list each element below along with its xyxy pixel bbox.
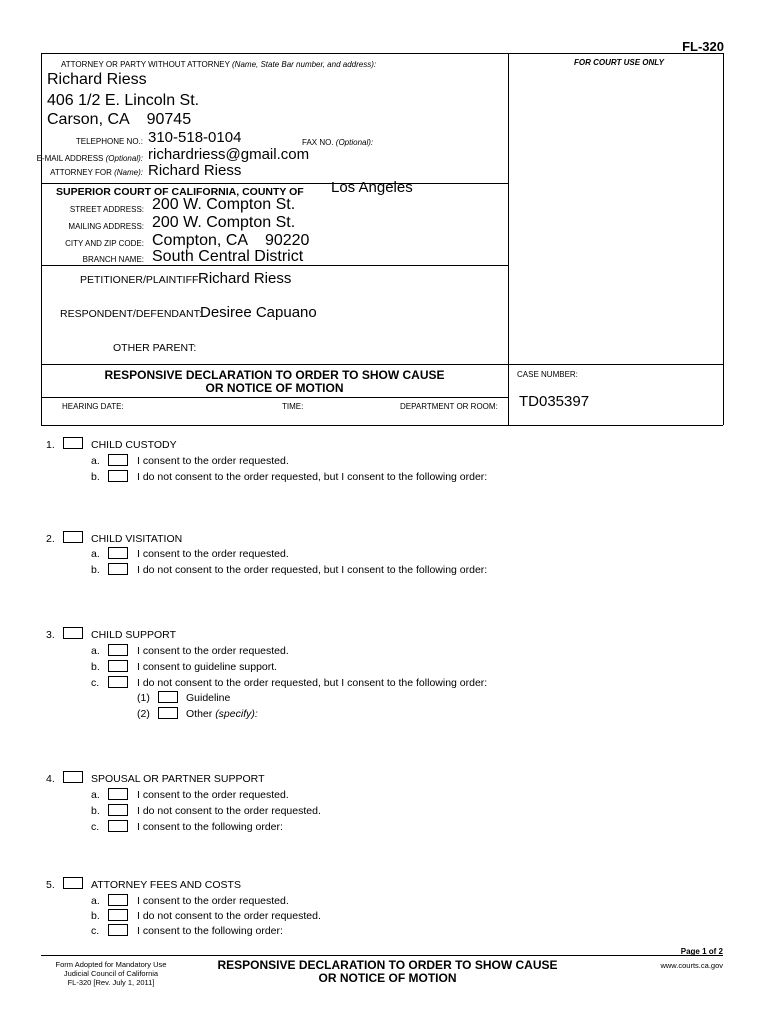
branch-label: BRANCH NAME: [82, 255, 144, 264]
court-use-divider [508, 53, 509, 425]
street-field[interactable]: 200 W. Compton St. [152, 196, 296, 213]
item-letter: b. [91, 471, 100, 483]
header-right-border [723, 53, 724, 425]
footer-rule [41, 955, 723, 956]
attorney-label-text: ATTORNEY OR PARTY WITHOUT ATTORNEY [61, 60, 230, 69]
address-line1[interactable]: 406 1/2 E. Lincoln St. [47, 92, 200, 109]
telephone-field[interactable]: 310-518-0104 [148, 129, 242, 146]
hearing-date-label: HEARING DATE: [62, 402, 124, 411]
attorney-label-note: (Name, State Bar number, and address): [232, 60, 377, 69]
hearing-box-bottom [41, 425, 723, 426]
section-title: SPOUSAL OR PARTNER SUPPORT [91, 773, 265, 785]
footer-adopted-line3: FL-320 [Rev. July 1, 2011] [67, 978, 155, 987]
section-checkbox[interactable] [63, 771, 83, 783]
item-checkbox[interactable] [108, 676, 128, 688]
section-number: 4. [46, 773, 55, 785]
item-text: I do not consent to the order requested. [137, 805, 321, 817]
item-letter: b. [91, 805, 100, 817]
section-checkbox[interactable] [63, 627, 83, 639]
form-id: FL-320 [682, 39, 724, 54]
item-letter: a. [91, 455, 100, 467]
item-text: I do not consent to the order requested. [137, 910, 321, 922]
city-label: CITY AND ZIP CODE: [65, 239, 144, 248]
email-label [20, 154, 143, 163]
item-checkbox[interactable] [108, 909, 128, 921]
item-text: I consent to the following order: [137, 925, 283, 937]
item-text: I consent to the order requested. [137, 548, 289, 560]
parties-box-bottom [41, 364, 723, 365]
item-checkbox[interactable] [108, 924, 128, 936]
item-text: I consent to guideline support. [137, 661, 278, 673]
attorney-box-bottom [41, 183, 508, 184]
item-text: I consent to the order requested. [137, 455, 289, 467]
fax-label-note: (Optional): [335, 138, 374, 147]
petitioner-field[interactable]: Richard Riess [198, 270, 292, 287]
fax-label-text: FAX NO. [302, 138, 334, 147]
attorney-for-label-note: (Name): [114, 168, 143, 177]
address-line2[interactable]: Carson, CA 90745 [47, 111, 192, 128]
email-label-text: E-MAIL ADDRESS [36, 154, 104, 163]
title-box-bottom [41, 397, 508, 398]
telephone-label: TELEPHONE NO.: [75, 137, 143, 146]
section-number: 1. [46, 439, 55, 451]
item-letter: c. [91, 677, 100, 689]
footer-website[interactable]: www.courts.ca.gov [660, 961, 723, 970]
item-letter: b. [91, 661, 100, 673]
email-label-note: (Optional): [105, 154, 143, 163]
section-title: ATTORNEY FEES AND COSTS [91, 879, 241, 891]
respondent-field[interactable]: Desiree Capuano [200, 304, 317, 321]
section-number: 2. [46, 533, 55, 545]
subitem-text-main: Other [186, 708, 213, 720]
attorney-for-field[interactable]: Richard Riess [148, 162, 242, 179]
footer-title-line1: RESPONSIVE DECLARATION TO ORDER TO SHOW CAUSE [217, 958, 558, 972]
footer-adopted-line2: Judicial Council of California [63, 969, 159, 978]
time-label: TIME: [282, 402, 304, 411]
email-field[interactable]: richardriess@gmail.com [148, 146, 310, 163]
form-title-line1: RESPONSIVE DECLARATION TO ORDER TO SHOW CAUSE [104, 368, 445, 382]
section-checkbox[interactable] [63, 437, 83, 449]
section-title: CHILD SUPPORT [91, 629, 176, 641]
dept-label: DEPARTMENT OR ROOM: [400, 402, 498, 411]
item-checkbox[interactable] [108, 894, 128, 906]
subitem-number: (1) [137, 692, 150, 704]
other-parent-label: OTHER PARENT: [113, 342, 197, 354]
section-checkbox[interactable] [63, 877, 83, 889]
respondent-label: RESPONDENT/DEFENDANT: [60, 308, 202, 320]
subitem-checkbox[interactable] [158, 707, 178, 719]
item-checkbox[interactable] [108, 804, 128, 816]
subitem-text [186, 708, 258, 720]
footer-adopted [41, 960, 181, 987]
subitem-checkbox[interactable] [158, 691, 178, 703]
item-checkbox[interactable] [108, 547, 128, 559]
item-checkbox[interactable] [108, 788, 128, 800]
attorney-for-label [20, 168, 143, 177]
section-number: 5. [46, 879, 55, 891]
subitem-text: Guideline [186, 692, 231, 704]
court-use-label: FOR COURT USE ONLY [574, 58, 664, 67]
city-field[interactable]: Compton, CA 90220 [152, 232, 310, 249]
item-checkbox[interactable] [108, 470, 128, 482]
item-checkbox[interactable] [108, 644, 128, 656]
case-number-field[interactable]: TD035397 [519, 393, 590, 410]
section-title: CHILD VISITATION [91, 533, 183, 545]
section-number: 3. [46, 629, 55, 641]
fax-label [302, 138, 373, 147]
attorney-for-label-text: ATTORNEY FOR [50, 168, 112, 177]
footer-adopted-line1: Form Adopted for Mandatory Use [55, 960, 167, 969]
item-text: I do not consent to the order requested, but I consent to the following order: [137, 564, 488, 576]
street-label: STREET ADDRESS: [69, 205, 144, 214]
mailing-label: MAILING ADDRESS: [68, 222, 144, 231]
item-letter: c. [91, 925, 100, 937]
item-letter: b. [91, 564, 100, 576]
form-title-line2: OR NOTICE OF MOTION [205, 381, 344, 395]
item-letter: a. [91, 789, 100, 801]
section-checkbox[interactable] [63, 531, 83, 543]
attorney-name[interactable]: Richard Riess [47, 71, 147, 88]
item-text: I consent to the order requested. [137, 645, 289, 657]
item-letter: a. [91, 645, 100, 657]
item-text: I do not consent to the order requested, but I consent to the following order: [137, 471, 488, 483]
item-text: I consent to the following order: [137, 821, 283, 833]
branch-field[interactable]: South Central District [152, 248, 304, 265]
page-number: Page 1 of 2 [680, 947, 723, 956]
item-letter: c. [91, 821, 100, 833]
footer-title [190, 959, 585, 985]
item-checkbox[interactable] [108, 563, 128, 575]
case-number-label: CASE NUMBER: [517, 370, 578, 379]
item-text: I do not consent to the order requested, but I consent to the following order: [137, 677, 488, 689]
subitem-text-note: (specify): [215, 708, 258, 720]
form-title [41, 369, 508, 395]
court-title: SUPERIOR COURT OF CALIFORNIA, COUNTY OF [56, 186, 304, 198]
header-top-border [41, 53, 723, 54]
item-text: I consent to the order requested. [137, 895, 289, 907]
county-field[interactable]: Los Angeles [331, 179, 413, 196]
item-checkbox[interactable] [108, 660, 128, 672]
item-letter: a. [91, 895, 100, 907]
section-title: CHILD CUSTODY [91, 439, 177, 451]
attorney-label [61, 60, 376, 69]
item-letter: b. [91, 910, 100, 922]
item-checkbox[interactable] [108, 820, 128, 832]
mailing-field[interactable]: 200 W. Compton St. [152, 214, 296, 231]
subitem-number: (2) [137, 708, 150, 720]
petitioner-label: PETITIONER/PLAINTIFF: [80, 274, 202, 286]
item-checkbox[interactable] [108, 454, 128, 466]
item-text: I consent to the order requested. [137, 789, 289, 801]
item-letter: a. [91, 548, 100, 560]
footer-title-line2: OR NOTICE OF MOTION [318, 971, 457, 985]
